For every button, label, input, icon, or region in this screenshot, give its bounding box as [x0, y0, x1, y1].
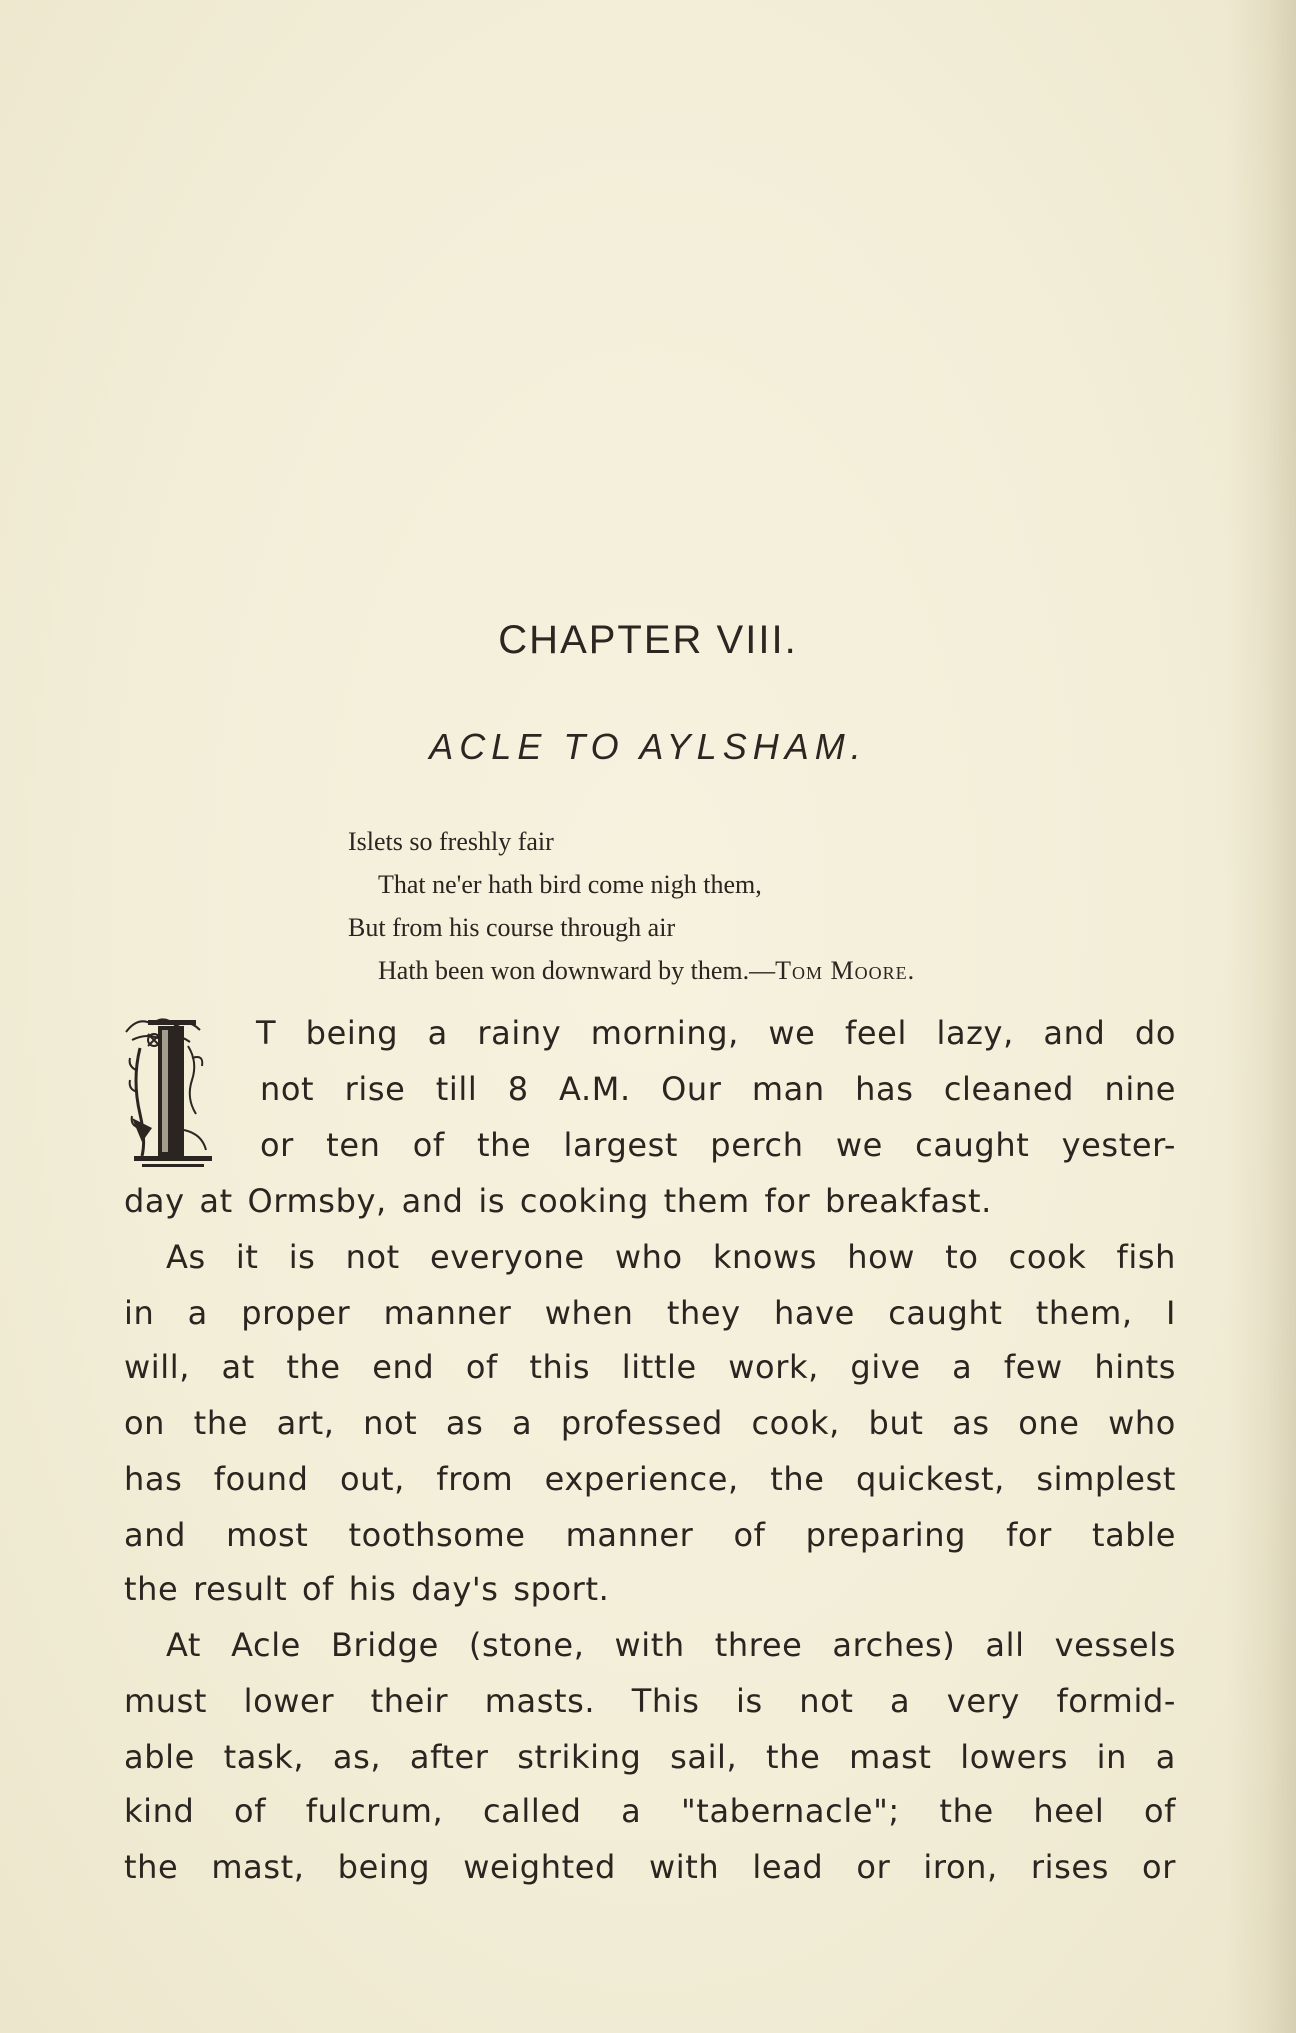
chapter-title: CHAPTER VIII.: [498, 618, 798, 662]
body-line: the result of his day's sport.: [124, 1570, 610, 1608]
body-line: on the art, not as a professed cook, but as one who: [124, 1404, 1176, 1442]
body-line: day at Ormsby, and is cooking them for breakfast.: [124, 1182, 992, 1220]
body-line: not rise till 8 A.M. Our man has cleaned nine: [260, 1070, 1176, 1108]
dropcap-stem: [158, 1026, 184, 1156]
epigraph-author: Tom Moore.: [775, 956, 916, 985]
body-line: T being a rainy morning, we feel lazy, and do: [256, 1014, 1176, 1052]
epigraph-line: [348, 949, 915, 992]
body-line: in a proper manner when they have caught them, I: [124, 1294, 1176, 1332]
body-line: must lower their masts. This is not a very formid-: [124, 1682, 1176, 1720]
epigraph-line: That ne'er hath bird come nigh them,: [378, 870, 762, 899]
body-line: kind of fulcrum, called a "tabernacle"; the heel of: [124, 1792, 1176, 1830]
body-line: or ten of the largest perch we caught yester-: [260, 1126, 1176, 1164]
epigraph: [348, 820, 915, 992]
body-line: the mast, being weighted with lead or iron, rises or: [124, 1848, 1176, 1886]
body-line: As it is not everyone who knows how to cook fish: [166, 1238, 1176, 1276]
epigraph-line: But from his course through air: [348, 913, 676, 942]
epigraph-line-text: Hath been won downward by them.—: [378, 956, 776, 985]
epigraph-line: Islets so freshly fair: [348, 827, 554, 856]
body-line: will, at the end of this little work, give a few hints: [124, 1348, 1176, 1386]
ornamental-dropcap: [118, 1010, 230, 1172]
body-line: has found out, from experience, the quickest, simplest: [124, 1460, 1176, 1498]
body-line: and most toothsome manner of preparing for table: [124, 1516, 1176, 1554]
chapter-subtitle: ACLE TO AYLSHAM.: [429, 726, 867, 767]
body-line: able task, as, after striking sail, the mast lowers in a: [124, 1738, 1176, 1776]
body-line: At Acle Bridge (stone, with three arches) all vessels: [166, 1626, 1176, 1664]
page-edge-shadow: [1226, 0, 1296, 2033]
